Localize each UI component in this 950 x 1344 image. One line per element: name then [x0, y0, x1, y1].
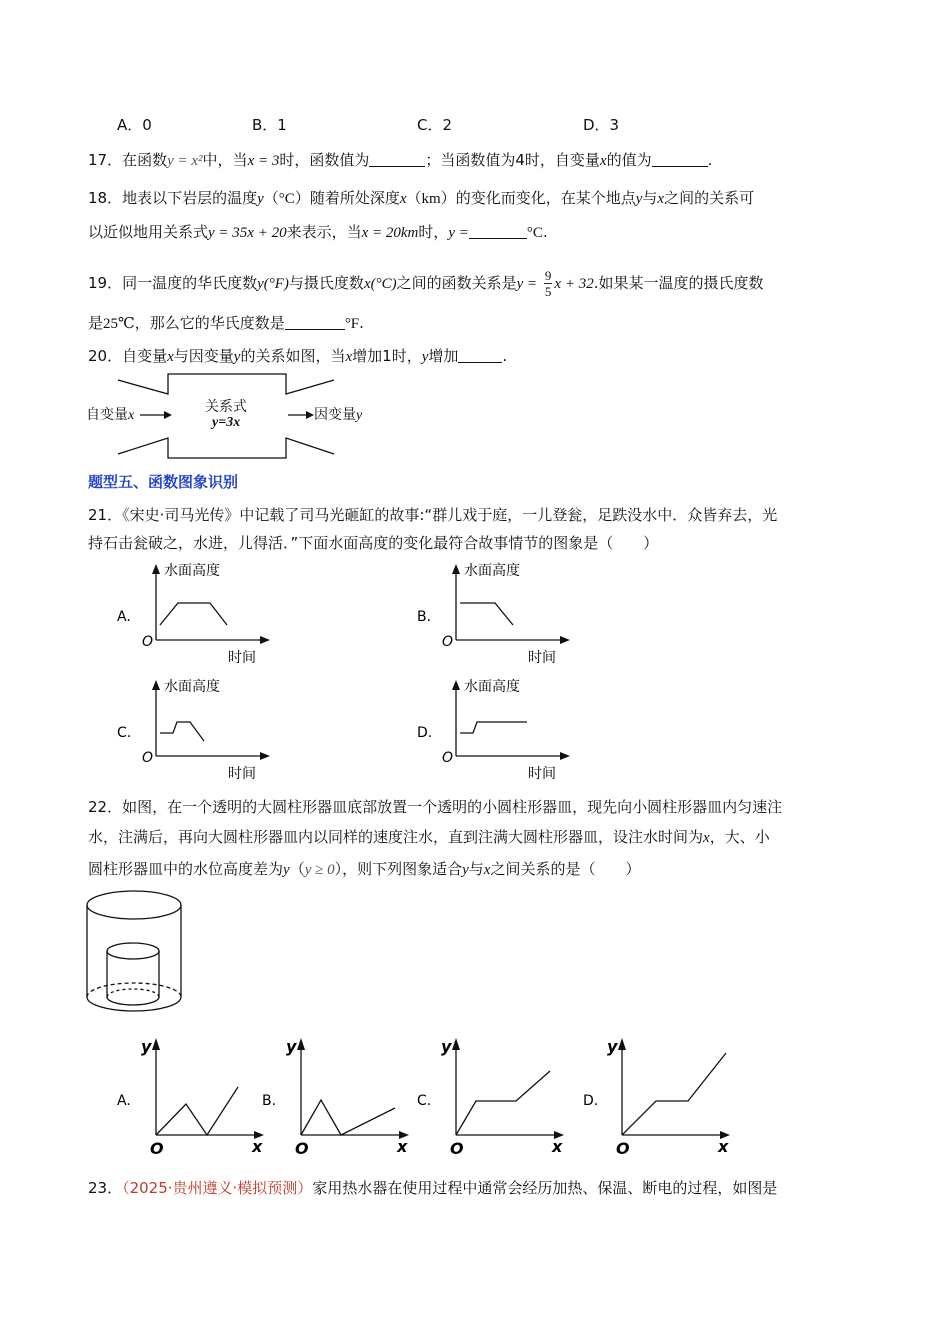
question-22-line3: 圆柱形器皿中的水位高度差为y（y ≥ 0），则下列图象适合y与x之间关系的是（ ）	[88, 860, 641, 878]
origin-label: O	[150, 1139, 164, 1158]
x-axis-arrow	[560, 752, 570, 760]
level-graph-a	[117, 1035, 277, 1158]
x-axis-label: 时间	[228, 766, 256, 782]
water-height-curve	[460, 722, 527, 733]
graph-label: C.	[417, 1093, 432, 1109]
origin-label: O	[442, 750, 454, 766]
y-axis-label: y	[607, 1037, 618, 1056]
origin-label: O	[442, 634, 454, 650]
x-axis-arrow	[260, 636, 270, 644]
question-22-line2: 水，注满后，再向大圆柱形器皿内以同样的速度注水，直到注满大圆柱形器皿，设注水时间为x，大、小	[88, 828, 770, 846]
graph-label: A.	[117, 1093, 131, 1109]
level-graph-b	[262, 1035, 422, 1158]
question-19-line2: 是25℃，那么它的华氏度数是 °F.	[88, 314, 364, 332]
origin-label: O	[616, 1139, 630, 1158]
y-axis-label: 水面高度	[164, 679, 220, 695]
graph-label: D.	[417, 725, 433, 741]
diagram-box-title: 关系式	[205, 399, 247, 415]
option-d: D．3	[583, 116, 620, 134]
level-difference-curve	[156, 1087, 238, 1135]
water-graph-a	[117, 562, 277, 672]
x-axis-label: x	[718, 1137, 729, 1156]
y-axis-arrow	[452, 1038, 460, 1050]
water-height-curve	[160, 603, 227, 625]
x-axis-label: x	[552, 1137, 563, 1156]
graph-label: B.	[417, 609, 432, 625]
diagram-box-formula: y=3x	[212, 415, 241, 430]
question-18-line1: 18．地表以下岩层的温度y（°C）随着所处深度x（km）的变化而变化，在某个地点y与x之间的关系可	[88, 189, 755, 207]
section-title: 题型五、函数图象识别	[88, 473, 239, 491]
diagram-output-label: 因变量y	[314, 407, 363, 423]
question-23: 23．（2025·贵州遵义·模拟预测）家用热水器在使用过程中通常会经历加热、保温、断电的过程，如图是	[88, 1179, 778, 1197]
origin-label: O	[142, 634, 154, 650]
fraction-9-5: $\frac{9}{5}$	[544, 268, 552, 299]
water-graph-c	[117, 678, 277, 788]
origin-label: O	[450, 1139, 464, 1158]
x-axis-label: 时间	[528, 766, 556, 782]
option-a: A．0	[117, 116, 152, 134]
question-18-line2: 以近似地用关系式y = 35x + 20来表示，当x = 20km时，y = °C.	[88, 223, 548, 241]
graph-label: C.	[117, 725, 132, 741]
x-axis-label: 时间	[228, 650, 256, 666]
x-axis-label: 时间	[528, 650, 556, 666]
graph-label: D.	[583, 1093, 599, 1109]
y-axis-arrow	[152, 564, 160, 574]
origin-label: O	[295, 1139, 309, 1158]
y-axis-label: 水面高度	[164, 563, 220, 579]
graph-label: B.	[262, 1093, 277, 1109]
x-axis-label: x	[252, 1137, 263, 1156]
water-graph-b	[417, 562, 577, 672]
cylinder-figure	[86, 890, 186, 1015]
level-graph-d	[583, 1035, 743, 1158]
diagram-input-label: 自变量x	[86, 407, 135, 423]
question-17: 17．在函数y = x²中，当x = 3时，函数值为 ；当函数值为4时，自变量x的值为 .	[88, 151, 713, 169]
origin-label: O	[142, 750, 154, 766]
y-axis-label: y	[286, 1037, 297, 1056]
option-c: C．2	[417, 116, 453, 134]
option-b: B．1	[252, 116, 287, 134]
y-axis-arrow	[152, 680, 160, 690]
graph-label: A.	[117, 609, 131, 625]
y-axis-label: 水面高度	[464, 679, 520, 695]
y-axis-arrow	[452, 680, 460, 690]
water-graph-d	[417, 678, 577, 788]
level-difference-curve	[456, 1071, 550, 1135]
level-difference-curve	[301, 1100, 395, 1135]
question-19-line1: 19．同一温度的华氏度数y(°F)与摄氏度数x(°C)之间的函数关系是y = $\frac{9}{5}$ x + 32.如果某一温度的摄氏度数	[88, 268, 764, 299]
x-axis-label: x	[397, 1137, 408, 1156]
x-axis-arrow	[560, 636, 570, 644]
source-tag: （2025·贵州遵义·模拟预测）	[122, 1179, 313, 1197]
question-20: 20．自变量x与因变量y的关系如图，当x增加1时，y增加 .	[88, 347, 508, 365]
y-axis-label: y	[441, 1037, 452, 1056]
y-axis-label: y	[141, 1037, 152, 1056]
water-height-curve	[160, 722, 204, 741]
question-21-line2: 持石击瓮破之，水进，儿得活．”下面水面高度的变化最符合故事情节的图象是（ ）	[88, 534, 659, 552]
x-axis-arrow	[260, 752, 270, 760]
question-22-line1: 22．如图，在一个透明的大圆柱形器皿底部放置一个透明的小圆柱形器皿，现先向小圆柱形器皿内匀速注	[88, 798, 783, 816]
y-axis-arrow	[452, 564, 460, 574]
y-axis-label: 水面高度	[464, 563, 520, 579]
y-axis-arrow	[152, 1038, 160, 1050]
level-graph-c	[417, 1035, 577, 1158]
y-axis-arrow	[297, 1038, 305, 1050]
level-difference-curve	[622, 1053, 726, 1135]
question-21-line1: 21．《宋史·司马光传》中记载了司马光砸缸的故事:“群儿戏于庭，一儿登瓮，足跌没水中．众皆弃去，光	[88, 506, 778, 524]
water-height-curve	[460, 603, 513, 625]
y-axis-arrow	[618, 1038, 626, 1050]
